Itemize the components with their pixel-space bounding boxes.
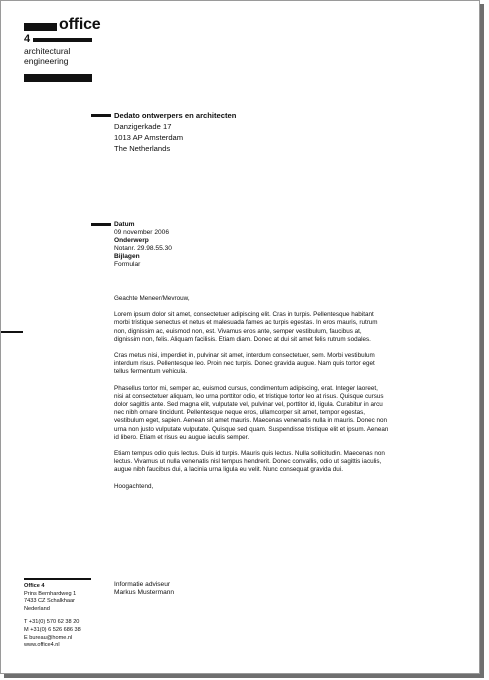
date-label: Datum: [114, 221, 135, 228]
recipient-address: [114, 110, 236, 154]
recipient-country: The Netherlands: [114, 144, 171, 153]
logo-bar-bottom: [24, 74, 92, 82]
signer-name: Markus Mustermann: [114, 589, 175, 596]
recipient-name: Dedato ontwerpers en architecten: [114, 111, 237, 120]
logo-bar-top: [24, 23, 57, 31]
logo-bar-middle: [33, 38, 92, 42]
footer-contact: [24, 583, 81, 650]
footer-city: 7433 CZ Schalkhaar: [24, 598, 75, 605]
logo-line-2: engineering: [24, 56, 69, 66]
footer-street: Prins Bernhardweg 1: [24, 590, 77, 597]
enclosure-value: Formular: [114, 261, 141, 268]
address-marker: [91, 114, 111, 117]
salutation: Geachte Meneer/Mevrouw,: [114, 295, 190, 302]
signature: [114, 581, 174, 597]
footer-rule: [24, 578, 91, 580]
paragraph-2: Cras metus nisi, imperdiet in, pulvinar sit amet, interdum consectetuer, sem. Morbi vestibulum interdum risus. Pellentesque leo. Proin nec turpis. Donec gravida augue. Nam quis tortor eget tellus fermentum vehicula.: [114, 352, 375, 376]
closing: Hoogachtend,: [114, 482, 154, 490]
paragraph-3: Phasellus tortor mi, semper ac, euismod cursus, condimentum adipiscing, erat. Integer laoreet, nisi at consectetuer aliquam, leo urna porttitor odio, et tristique tortor leo at risus. Quisque cursus dolor sagittis ante. Sed magna elit, vulputate vel, pulvinar vel, porttitor id, ligula. Curabitur in arcu nec nibh ornare tincidunt. Pellentesque neque eros, ullamcorper sit amet, tempor egestas, vestibulum eget, sapien. Aenean sit amet mauris. Maecenas venenatis nulla in mauris. Donec non urna non justo vulputate vulputate. Quisque sed quam. Suspendisse tristique elit et ipsum. Aenean id libero. Etiam et risus eu augue iaculis semper.: [114, 384, 389, 441]
logo-name: office: [59, 16, 101, 33]
logo-number: 4: [24, 33, 31, 45]
date-value: 09 november 2006: [114, 229, 169, 236]
subject-label: Onderwerp: [114, 237, 149, 244]
enclosure-label: Bijlagen: [114, 253, 140, 260]
footer-mobile: M +31(0) 6 526 686 38: [24, 626, 81, 633]
logo-line-1: architectural: [24, 46, 71, 56]
paragraph-4: Etiam tempus odio quis lectus. Duis id turpis. Mauris quis lectus. Nulla sollicitudin. Maecenas non lectus. Vivamus ut nulla venenatis nisl tempus hendrerit. Donec convallis, odio ut sagittis iaculis, augue nibh faucibus dui, a lacinia urna ligula eu velit. Nunc consequat gravida dui.: [114, 450, 385, 474]
signer-title: Informatie adviseur: [114, 581, 171, 588]
footer-company: Office 4: [24, 583, 45, 589]
recipient-street: Danzigerkade 17: [114, 122, 172, 131]
footer-phone: T +31(0) 570 62 38 20: [24, 619, 80, 626]
letter-meta: [114, 221, 172, 269]
meta-marker: [91, 223, 111, 226]
fold-mark: [1, 331, 23, 333]
recipient-postal: 1013 AP Amsterdam: [114, 133, 184, 142]
letter-body: [114, 295, 389, 499]
footer-email: E bureau@home.nl: [24, 634, 73, 641]
subject-value: Notanr. 29.98.55.30: [114, 245, 172, 252]
footer-web: www.office4.nl: [24, 642, 60, 649]
paragraph-1: Lorem ipsum dolor sit amet, consectetuer adipiscing elit. Cras in turpis. Pellentesque habitant morbi tristique senectus et netus et malesuada fames ac turpis egestas. In eros mauris, rutrum non, dignissim ac, euismod non, est. Vivamus eros ante, semper vestibulum, faucibus at, dignissim non, felis. Aliquam facilisis. Etiam diam. Donec at dui sit amet felis rutrum sodales.: [114, 311, 378, 343]
footer-country: Nederland: [24, 605, 50, 612]
